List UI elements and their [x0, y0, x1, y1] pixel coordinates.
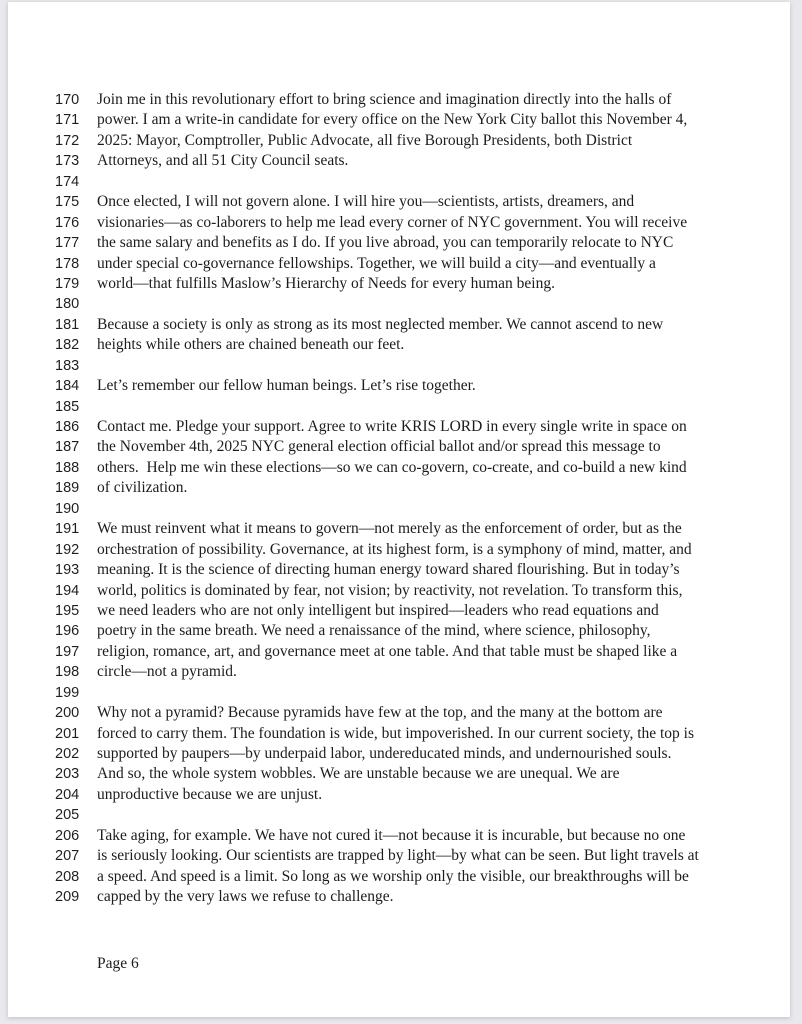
line-number: 175: [55, 194, 80, 211]
document-line: [55, 213, 770, 233]
document-line: [55, 826, 770, 846]
document-line: [55, 151, 770, 171]
line-text: [97, 172, 770, 192]
line-number: 202: [55, 746, 80, 762]
line-text: is seriously looking. Our scientists are trapped by light—by what can be seen. But light travels at: [97, 847, 699, 865]
line-number: 209: [55, 889, 80, 906]
line-text: of civilization.: [97, 479, 188, 497]
line-number: 205: [55, 807, 80, 824]
document-line: [55, 294, 770, 314]
line-text: [97, 294, 770, 314]
line-number: 199: [55, 684, 80, 701]
line-text: [97, 683, 770, 703]
line-text: others. Help me win these elections—so we can co-govern, co-create, and co-build a new kind: [97, 458, 687, 476]
line-text: unproductive because we are unjust.: [97, 785, 323, 803]
line-number: 200: [55, 705, 80, 722]
line-number: 185: [55, 398, 80, 415]
line-text: Why not a pyramid? Because pyramids have few at the top, and the many at the bottom are: [97, 704, 663, 722]
document-line: [55, 519, 770, 539]
line-number: 192: [55, 541, 80, 558]
document-line: [55, 90, 770, 110]
line-number: 195: [55, 602, 80, 619]
line-text: visionaries—as co-laborers to help me lead every corner of NYC government. You will receive: [97, 213, 688, 231]
document-line: [55, 335, 770, 355]
document-line: [55, 887, 770, 907]
line-number: 193: [55, 562, 80, 579]
line-number: 182: [55, 337, 80, 354]
line-number: 206: [55, 827, 80, 844]
line-number: 177: [55, 235, 80, 252]
document-line: [55, 192, 770, 212]
document-line: [55, 683, 770, 703]
line-text: We must reinvent what it means to govern—not merely as the enforcement of order, but as the: [97, 520, 682, 538]
document-line: [55, 437, 770, 457]
line-number: 194: [55, 582, 80, 599]
line-text: circle—not a pyramid.: [97, 663, 237, 681]
line-text: meaning. It is the science of directing human energy toward shared flourishing. But in today’s: [97, 561, 680, 579]
document-line: [55, 764, 770, 784]
line-text: religion, romance, art, and governance meet at one table. And that table must be shaped like a: [97, 642, 678, 660]
document-line: [55, 785, 770, 805]
document-line: [55, 172, 770, 192]
line-number: 208: [55, 868, 80, 885]
line-text: [97, 805, 770, 825]
line-text: world—that fulfills Maslow’s Hierarchy of Needs for every human being.: [97, 274, 555, 292]
line-text: under special co-governance fellowships. Together, we will build a city—and eventually a: [97, 254, 656, 272]
document-line: [55, 478, 770, 498]
line-text: a speed. And speed is a limit. So long as we worship only the visible, our breakthroughs will be: [97, 867, 689, 885]
line-number: 170: [55, 92, 80, 108]
line-number: 184: [55, 378, 80, 395]
line-number: 207: [55, 848, 80, 865]
document-line: [55, 356, 770, 376]
line-number: 190: [55, 500, 80, 517]
line-number: 172: [55, 132, 80, 149]
document-line: [55, 703, 770, 723]
line-number: 183: [55, 357, 80, 374]
line-number: 181: [55, 316, 80, 333]
page-footer: Page 6: [97, 955, 139, 972]
line-text: the November 4th, 2025 NYC general election official ballot and/or spread this message to: [97, 438, 661, 456]
line-text: orchestration of possibility. Governance, at its highest form, is a symphony of mind, matter, and: [97, 540, 692, 558]
line-number: 198: [55, 664, 80, 681]
document-line: [55, 110, 770, 130]
line-text: [97, 499, 770, 519]
line-text: Because a society is only as strong as its most neglected member. We cannot ascend to new: [97, 315, 664, 333]
line-text: heights while others are chained beneath our feet.: [97, 336, 405, 354]
document-line: [55, 376, 770, 396]
line-number: 203: [55, 766, 80, 783]
line-number: 188: [55, 459, 80, 476]
line-number: 179: [55, 275, 80, 292]
document-line: [55, 458, 770, 478]
document-line: [55, 867, 770, 887]
line-number: 178: [55, 255, 80, 272]
document-line: [55, 621, 770, 641]
document-line: [55, 254, 770, 274]
line-text: Contact me. Pledge your support. Agree to write KRIS LORD in every single write in space on: [97, 418, 687, 435]
line-text: [97, 356, 770, 376]
document-line: [55, 744, 770, 764]
document-line: [55, 315, 770, 335]
line-number: 176: [55, 214, 80, 231]
document-line: [55, 846, 770, 866]
document-line: [55, 274, 770, 294]
line-text: Once elected, I will not govern alone. I will hire you—scientists, artists, dreamers, and: [97, 193, 635, 211]
line-number: 174: [55, 173, 80, 190]
line-text: 2025: Mayor, Comptroller, Public Advocate, all five Borough Presidents, both District: [97, 131, 633, 149]
line-text: forced to carry them. The foundation is wide, but impoverished. In our current society, the top is: [97, 724, 695, 742]
line-number: 196: [55, 623, 80, 640]
document-line: [55, 581, 770, 601]
document-line: [55, 131, 770, 151]
line-number: 186: [55, 419, 80, 435]
document-page: [8, 2, 790, 1017]
document-line: [55, 642, 770, 662]
line-text: supported by paupers—by underpaid labor, undereducated minds, and undernourished souls.: [97, 745, 672, 762]
line-number: 180: [55, 296, 80, 313]
line-number: 171: [55, 112, 80, 129]
document-line: [55, 417, 770, 437]
line-number: 197: [55, 643, 80, 660]
document-line: [55, 662, 770, 682]
document-line: [55, 601, 770, 621]
document-line: [55, 805, 770, 825]
line-text: Join me in this revolutionary effort to bring science and imagination directly into the halls of: [97, 91, 672, 108]
line-text: [97, 397, 770, 417]
line-number: 204: [55, 786, 80, 803]
document-line: [55, 499, 770, 519]
line-text: power. I am a write-in candidate for every office on the New York City ballot this November 4,: [97, 111, 688, 129]
line-text: we need leaders who are not only intelligent but inspired—leaders who read equations and: [97, 601, 659, 619]
line-text: And so, the whole system wobbles. We are unstable because we are unequal. We are: [97, 765, 620, 783]
line-number: 173: [55, 153, 80, 170]
line-number: 189: [55, 480, 80, 497]
line-text: Take aging, for example. We have not cured it—not because it is incurable, but because no one: [97, 826, 686, 844]
document-line: [55, 233, 770, 253]
line-text: the same salary and benefits as I do. If you live abroad, you can temporarily relocate to NYC: [97, 234, 674, 252]
line-text: Let’s remember our fellow human beings. Let’s rise together.: [97, 377, 476, 395]
line-text: capped by the very laws we refuse to challenge.: [97, 888, 394, 906]
line-text: Attorneys, and all 51 City Council seats.: [97, 152, 349, 170]
line-number: 191: [55, 521, 80, 538]
line-number: 201: [55, 725, 80, 742]
line-number: 187: [55, 439, 80, 456]
document-line: [55, 724, 770, 744]
line-text: poetry in the same breath. We need a renaissance of the mind, where science, philosophy,: [97, 622, 651, 640]
document-line: [55, 560, 770, 580]
line-text: world, politics is dominated by fear, not vision; by reactivity, not revelation. To transform this,: [97, 581, 683, 599]
document-line: [55, 397, 770, 417]
document-line: [55, 540, 770, 560]
document-lines: [55, 90, 770, 908]
